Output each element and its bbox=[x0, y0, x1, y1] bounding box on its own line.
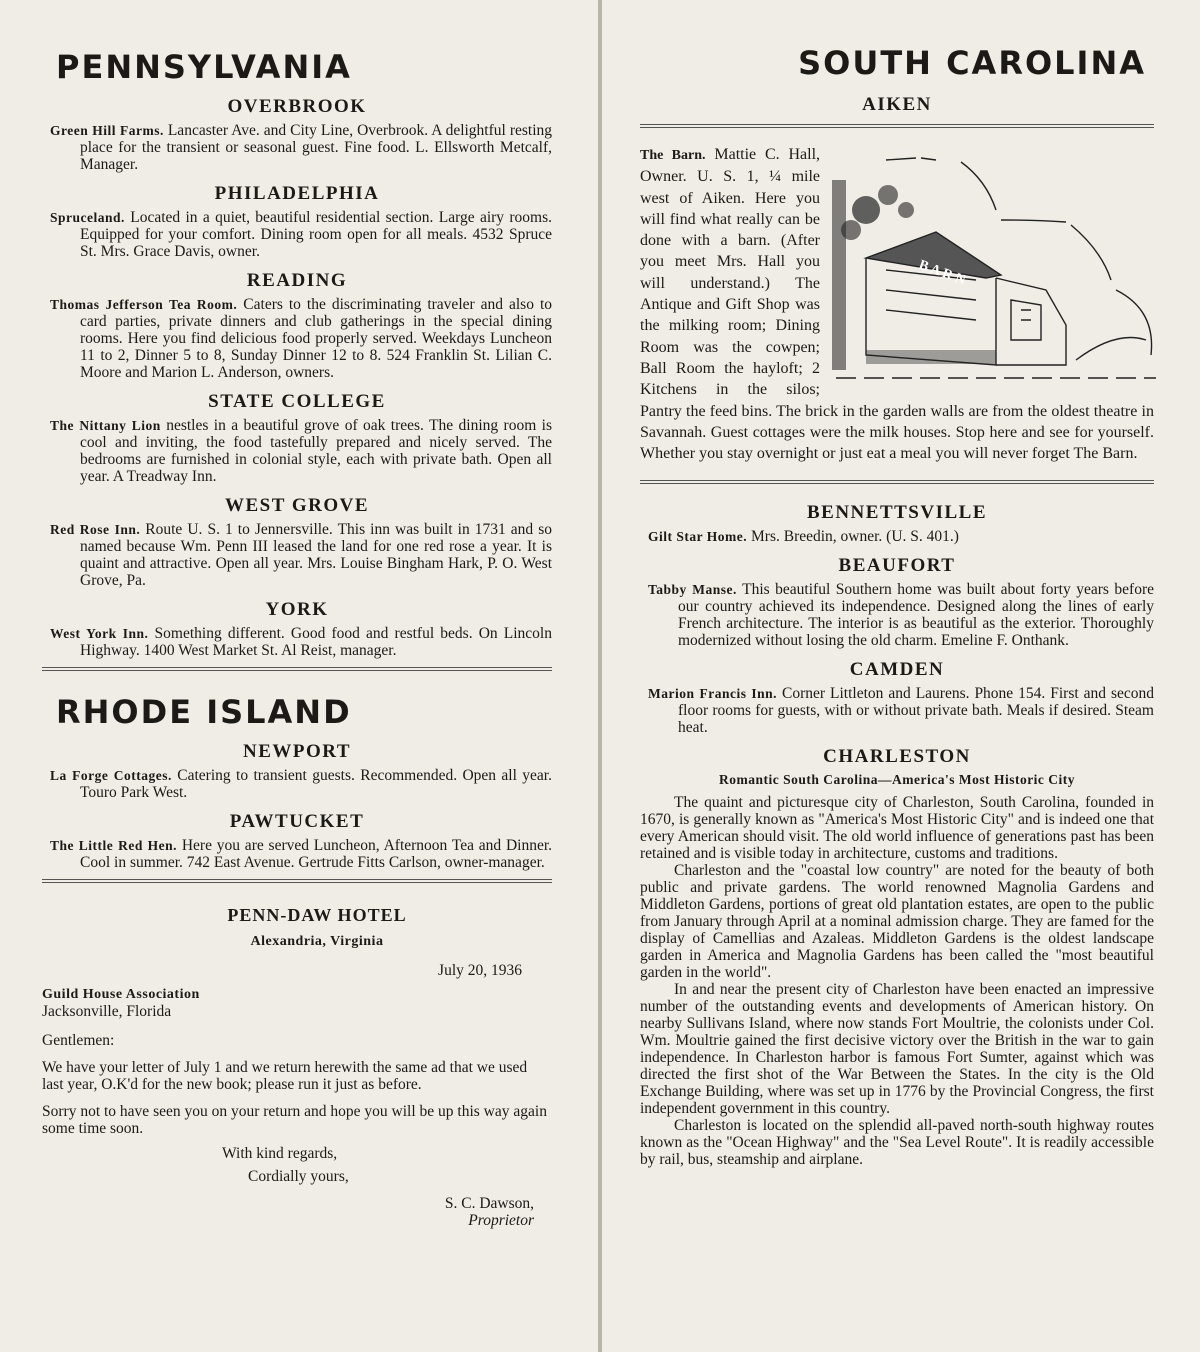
listing-entry bbox=[42, 837, 552, 871]
listing-entry bbox=[640, 581, 1154, 649]
listing-entry bbox=[42, 417, 552, 485]
listing-text: Mrs. Breedin, owner. (U. S. 401.) bbox=[751, 528, 959, 546]
listing-text: Here you are served Luncheon, Afternoon Tea and Dinner. Cool in summer. 742 East Avenue. Gertrude Fitts Carlson, owner-manager. bbox=[80, 837, 553, 871]
city-heading: BENNETTSVILLE bbox=[806, 502, 987, 524]
city-heading: STATE COLLEGE bbox=[208, 391, 386, 412]
listing-name: The Little Red Hen. bbox=[50, 838, 178, 853]
barn-sign-text: B A R N bbox=[916, 257, 968, 289]
listing-entry bbox=[42, 521, 552, 589]
hotel-location: Alexandria, Virginia bbox=[250, 934, 384, 949]
listing-entry bbox=[640, 528, 1154, 545]
barn-listing bbox=[640, 144, 1154, 464]
listing-text: Corner Littleton and Laurens. Phone 154. First and second floor rooms for guests, with or without private bath. Meals if desired. Steam heat. bbox=[678, 685, 1154, 737]
state-heading: SOUTH CAROLINA bbox=[798, 44, 1146, 82]
listing-name: The Barn. bbox=[640, 148, 706, 163]
listing-name: Thomas Jefferson Tea Room. bbox=[50, 297, 238, 312]
listing-text: Mattie C. Hall, Owner. U. S. 1, ¼ mile west of Aiken. Here you will find what really can be done with a barn. (After you meet Mrs. Hall you will understand.) The Antique and Gift Shop was the milking room; Dining Room was the cowpen; Ball Room the hayloft; 2 Kitchens in the silos; Pantry the feed bins. The brick in the garden walls are from the oldest theatre in Savannah. Guest cottages were the milk houses. Stop here and see for yourself. Whether you stay overnight or just eat a meal you will never forget The Barn. bbox=[640, 146, 1154, 463]
city-heading: WEST GROVE bbox=[225, 495, 369, 516]
body-paragraph: The quaint and picturesque city of Charleston, South Carolina, founded in 1670, is generally known as "America's Most Historic City" and is indeed one that every American should visit. The old world influence of generations past has been retained and is visible today in architecture, customs and traditions. bbox=[640, 794, 1154, 863]
letter-addressee: Guild House Association bbox=[42, 987, 200, 1002]
listing-entry bbox=[640, 685, 1154, 736]
hotel-name: PENN-DAW HOTEL bbox=[227, 905, 407, 925]
city-heading: BEAUFORT bbox=[838, 555, 956, 577]
listing-entry bbox=[42, 122, 552, 173]
letter-date: July 20, 1936 bbox=[438, 962, 522, 979]
listing-text: Caters to the discriminating traveler and also to card parties, private dinners and club gatherings in the special dining rooms. Here you find delicious food properly served. Weekdays Luncheon 11 to 2, Dinner 5 to 8, Sunday Dinner 12 to 8. 524 Franklin St. Lilian C. Moore and Marion L. Anderson, owners. bbox=[80, 296, 552, 381]
letter-address: Jacksonville, Florida bbox=[42, 1003, 172, 1020]
listing-entry bbox=[42, 767, 552, 801]
listing-name: Spruceland. bbox=[50, 210, 125, 225]
letter-salutation: Gentlemen: bbox=[42, 1032, 115, 1049]
letter-closing: With kind regards, bbox=[222, 1145, 338, 1162]
double-rule-divider bbox=[640, 124, 1154, 128]
city-heading: OVERBROOK bbox=[227, 96, 367, 117]
left-page bbox=[0, 0, 598, 1352]
letter-signature-title: Proprietor bbox=[468, 1212, 534, 1229]
listing-name: Red Rose Inn. bbox=[50, 522, 141, 537]
listing-name: Green Hill Farms. bbox=[50, 123, 164, 138]
double-rule-divider bbox=[640, 480, 1154, 484]
letter-paragraph: Sorry not to have seen you on your return and hope you will be up this way again some time soon. bbox=[42, 1103, 547, 1137]
body-paragraph: Charleston and the "coastal low country" are noted for the beauty of both public and private gardens. The world renowned Magnolia Gardens and Middleton Gardens, portions of great old plantation estates, are open to the public from January through April at a nominal admission charge. They are famed for the display of Camellias and Azaleas. Middleton Gardens is the oldest landscape garden in America and Magnolia Gardens has been called the "most beautiful garden in the world". bbox=[640, 862, 1154, 982]
letter-paragraph: We have your letter of July 1 and we return herewith the same ad that we used last year, O.K'd for the new book; please run it just as before. bbox=[42, 1059, 528, 1093]
right-page bbox=[602, 0, 1200, 1352]
listing-text: Located in a quiet, beautiful residential section. Large airy rooms. Equipped for your comfort. Dining room open for all meals. 4532 Spruce St. Mrs. Grace Davis, owner. bbox=[80, 209, 552, 260]
listing-entry bbox=[42, 625, 552, 659]
double-rule-divider bbox=[42, 879, 552, 883]
hotel-letter bbox=[42, 905, 552, 1229]
body-paragraph: Charleston is located on the splendid all-paved north-south highway routes known as the "Ocean Highway" and the "Sea Level Route". It is readily accessible by rail, bus, steamship and airplane. bbox=[640, 1117, 1154, 1169]
listing-name: La Forge Cottages. bbox=[50, 768, 172, 783]
listing-name: The Nittany Lion bbox=[50, 418, 161, 433]
city-heading: NEWPORT bbox=[242, 741, 351, 762]
listing-name: West York Inn. bbox=[50, 626, 149, 641]
section-subtitle: Romantic South Carolina—America's Most Historic City bbox=[718, 772, 1076, 788]
barn-illustration bbox=[826, 150, 1160, 386]
listing-entry bbox=[42, 209, 552, 260]
city-heading: CAMDEN bbox=[849, 659, 945, 681]
city-heading: PHILADELPHIA bbox=[214, 183, 380, 204]
double-rule-divider bbox=[42, 667, 552, 671]
city-heading: AIKEN bbox=[862, 94, 932, 115]
city-heading: YORK bbox=[265, 599, 329, 620]
listing-text: Something different. Good food and restful beds. On Lincoln Highway. 1400 West Market St. Al Reist, manager. bbox=[80, 625, 552, 659]
state-heading: PENNSYLVANIA bbox=[56, 48, 352, 86]
listing-name: Marion Francis Inn. bbox=[648, 686, 778, 702]
state-heading: RHODE ISLAND bbox=[56, 693, 352, 731]
listing-name: Gilt Star Home. bbox=[648, 529, 748, 545]
letter-closing: Cordially yours, bbox=[248, 1168, 349, 1185]
city-heading: PAWTUCKET bbox=[229, 811, 365, 832]
city-heading: READING bbox=[246, 270, 348, 291]
city-heading: CHARLESTON bbox=[823, 746, 971, 768]
listing-text: Lancaster Ave. and City Line, Overbrook. A delightful resting place for the transient or seasonal guest. Fine food. L. Ellsworth Metcalf, Manager. bbox=[80, 122, 553, 173]
listing-text: Catering to transient guests. Recommended. Open all year. Touro Park West. bbox=[80, 767, 552, 801]
listing-entry bbox=[42, 296, 552, 381]
listing-text: Route U. S. 1 to Jennersville. This inn was built in 1731 and so named because Wm. Penn III leased the land for one red rose a year. It is quaint and attractive. Open all year. Mrs. Louise Bingham Hark, P. O. West Grove, Pa. bbox=[80, 521, 552, 589]
listing-text: This beautiful Southern home was built about forty years before our country achieved its independence. Designed along the lines of early French architecture. The interior is as beautiful as the exterior. Thoroughly modernized without losing the old charm. Emeline F. Onthank. bbox=[678, 581, 1154, 650]
letter-signature: S. C. Dawson, bbox=[444, 1195, 534, 1212]
listing-text: nestles in a beautiful grove of oak trees. The dining room is cool and inviting, the food tastefully prepared and nicely served. The bedrooms are furnished in colonial style, each with private bath. Open all year. A Treadway Inn. bbox=[80, 417, 552, 485]
body-paragraph: In and near the present city of Charleston have been enacted an impressive number of the outstanding events and developments of American history. On nearby Sullivans Island, where now stands Fort Moultrie, the colonists under Col. Wm. Moultrie gained the first decisive victory over the British in the war to gain independence. In Charleston harbor is famous Fort Sumter, against which was directed the first shot of the War Between the States. In the city is the Old Exchange Building, where was set up in 1776 by the Provincial Congress, the first independent government in this country. bbox=[640, 981, 1154, 1118]
listing-name: Tabby Manse. bbox=[648, 582, 737, 598]
